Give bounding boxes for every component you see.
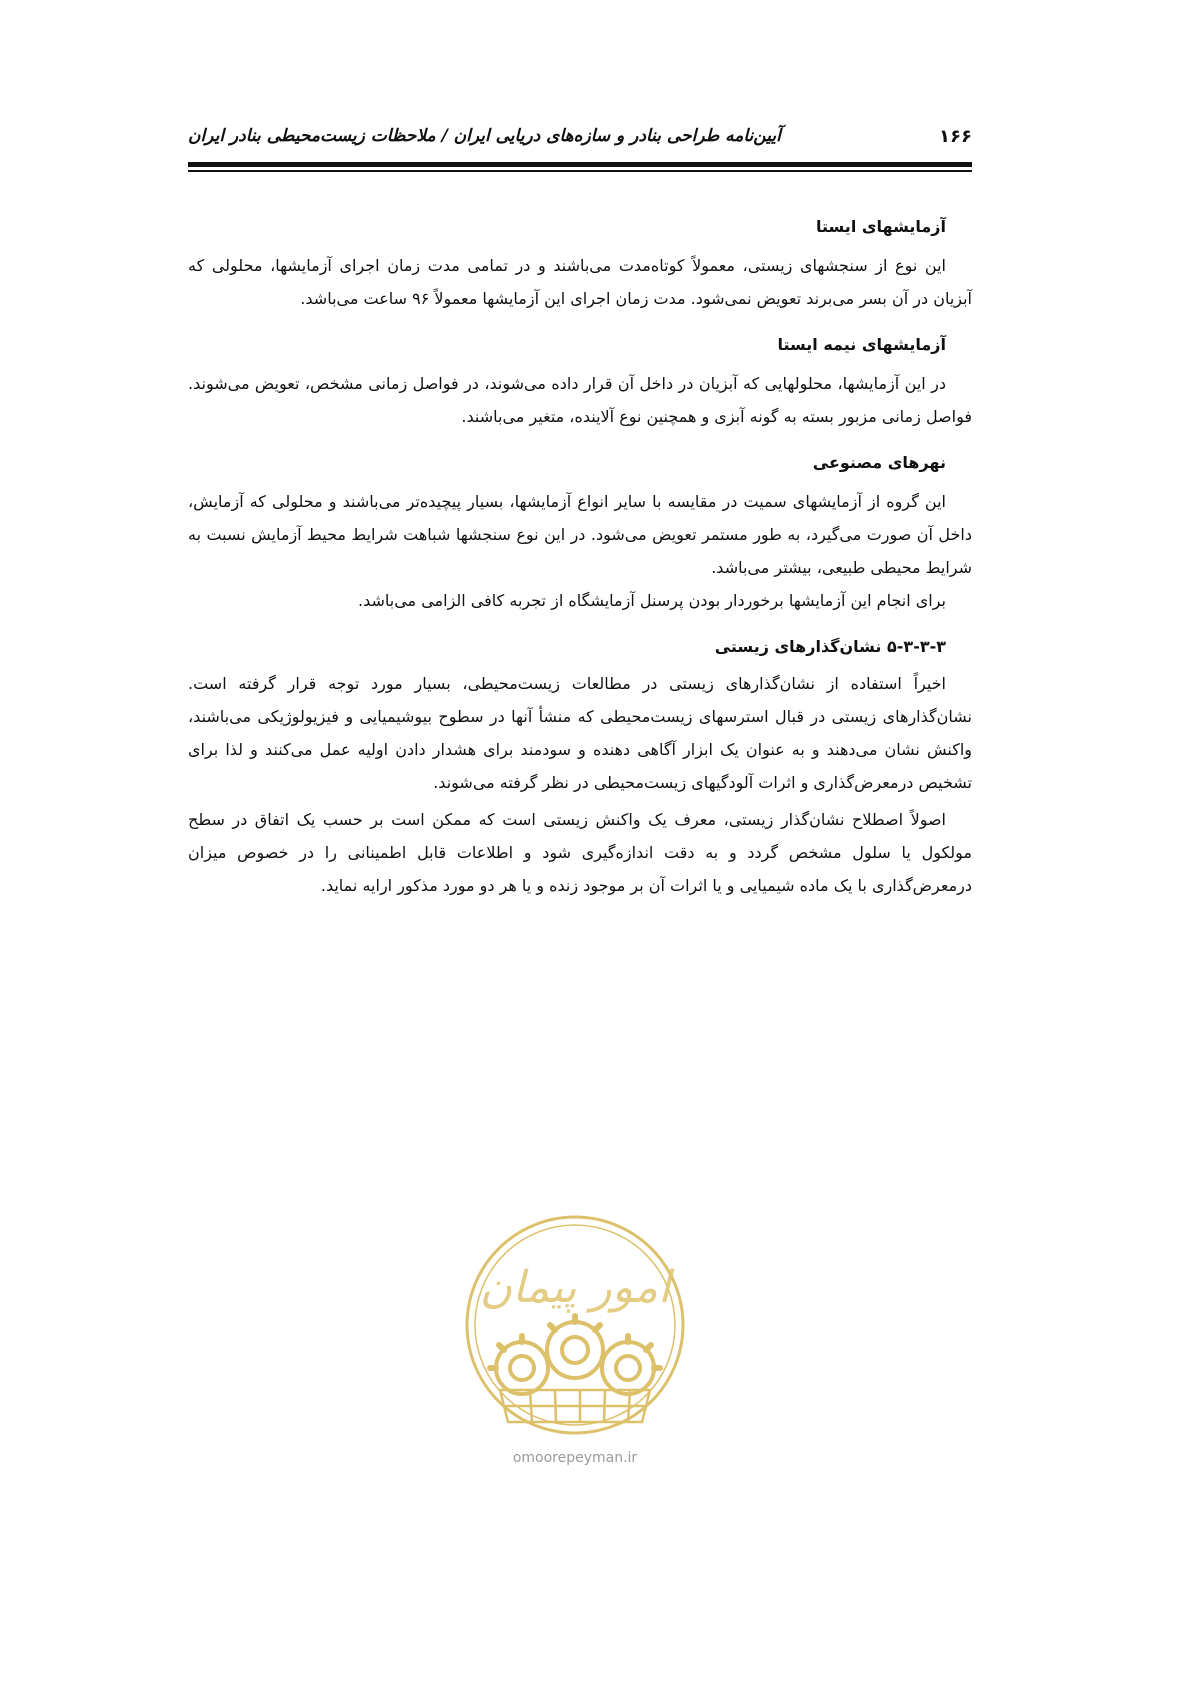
paragraph: اصولاً اصطلاح نشان‌گذار زیستی، معرف یک واکنش زیستی است که ممکن است بر حسب یک اتفاق در سطح مولکول یا سلول مشخص گردد و به دقت اندازه‌گیری شود و اطلاعات قابل اطمینانی را در خصوص میزان درمعرض‌گذاری با یک ماده شیمیایی و یا اثرات آن بر موجود زنده و یا هر دو مورد مذکور ارایه نماید. [188,810,972,895]
section-heading: نهرهای مصنوعی [812,453,946,472]
header-rule-thick [188,162,972,167]
page-header [188,118,972,154]
section-heading: آزمایشهای نیمه ایستا [777,335,946,354]
section-semi-static-tests [188,333,972,433]
section-artificial-streams [188,451,972,617]
page-body [188,215,972,920]
paragraph: برای انجام این آزمایشها برخوردار بودن پرسنل آزمایشگاه از تجربه کافی الزامی می‌باشد. [358,591,946,610]
section-heading: آزمایشهای ایستا [815,217,946,236]
numbered-heading: ۵-۳-۳-۳ نشان‌گذارهای زیستی [714,637,946,656]
paragraph: این گروه از آزمایشهای سمیت در مقایسه با سایر انواع آزمایشها، بسیار پیچیده‌تر می‌باشند و محلولی که آزمایش، داخل آن صورت می‌گیرد، به طور مستمر تعویض می‌شود. در این نوع سنجشها شباهت شرایط محیط آزمایش نسبت به شرایط محیطی طبیعی، بیشتر می‌باشد. [188,492,972,577]
section-biomarkers [188,635,972,902]
header-rule-thin [188,170,972,172]
section-static-tests [188,215,972,315]
watermark-seal [460,1210,690,1485]
svg-text:امور پیمان: امور پیمان [479,1262,671,1313]
paragraph: این نوع از سنجشهای زیستی، معمولاً کوتاه‌مدت می‌باشند و در تمامی مدت زمان اجرای آزمایشها، محلولی که آبزیان در آن بسر می‌برند تعویض نمی‌شود. مدت زمان اجرای این آزمایشها معمولاً ۹۶ ساعت می‌باشد. [188,256,972,308]
paragraph: در این آزمایشها، محلولهایی که آبزیان در داخل آن قرار داده می‌شوند، در فواصل زمانی مشخص، تعویض می‌شوند. فواصل زمانی مزبور بسته به گونه آبزی و همچنین نوع آلاینده، متغیر می‌باشند. [188,374,972,426]
running-title: آیین‌نامه طراحی بنادر و سازه‌های دریایی ایران / ملاحظات زیست‌محیطی بنادر ایران [188,126,781,146]
watermark-url: omoorepeyman.ir [512,1450,638,1466]
paragraph: اخیراً استفاده از نشان‌گذارهای زیستی در مطالعات زیست‌محیطی، بسیار مورد توجه قرار گرفته است. نشان‌گذارهای زیستی در قبال استرسهای زیست‌محیطی که منشأ آنها در سطوح بیوشیمیایی و فیزیولوژیکی می‌باشند، واکنش نشان می‌دهند و به عنوان یک ابزار آگاهی دهنده و سودمند برای هشدار دادن اولیه عمل می‌کنند و لذا برای تشخیص درمعرض‌گذاری و اثرات آلودگیهای زیست‌محیطی در نظر گرفته می‌شوند. [188,674,972,792]
page-number: ۱۶۶ [939,125,972,147]
seal-logo-icon [460,1210,690,1440]
